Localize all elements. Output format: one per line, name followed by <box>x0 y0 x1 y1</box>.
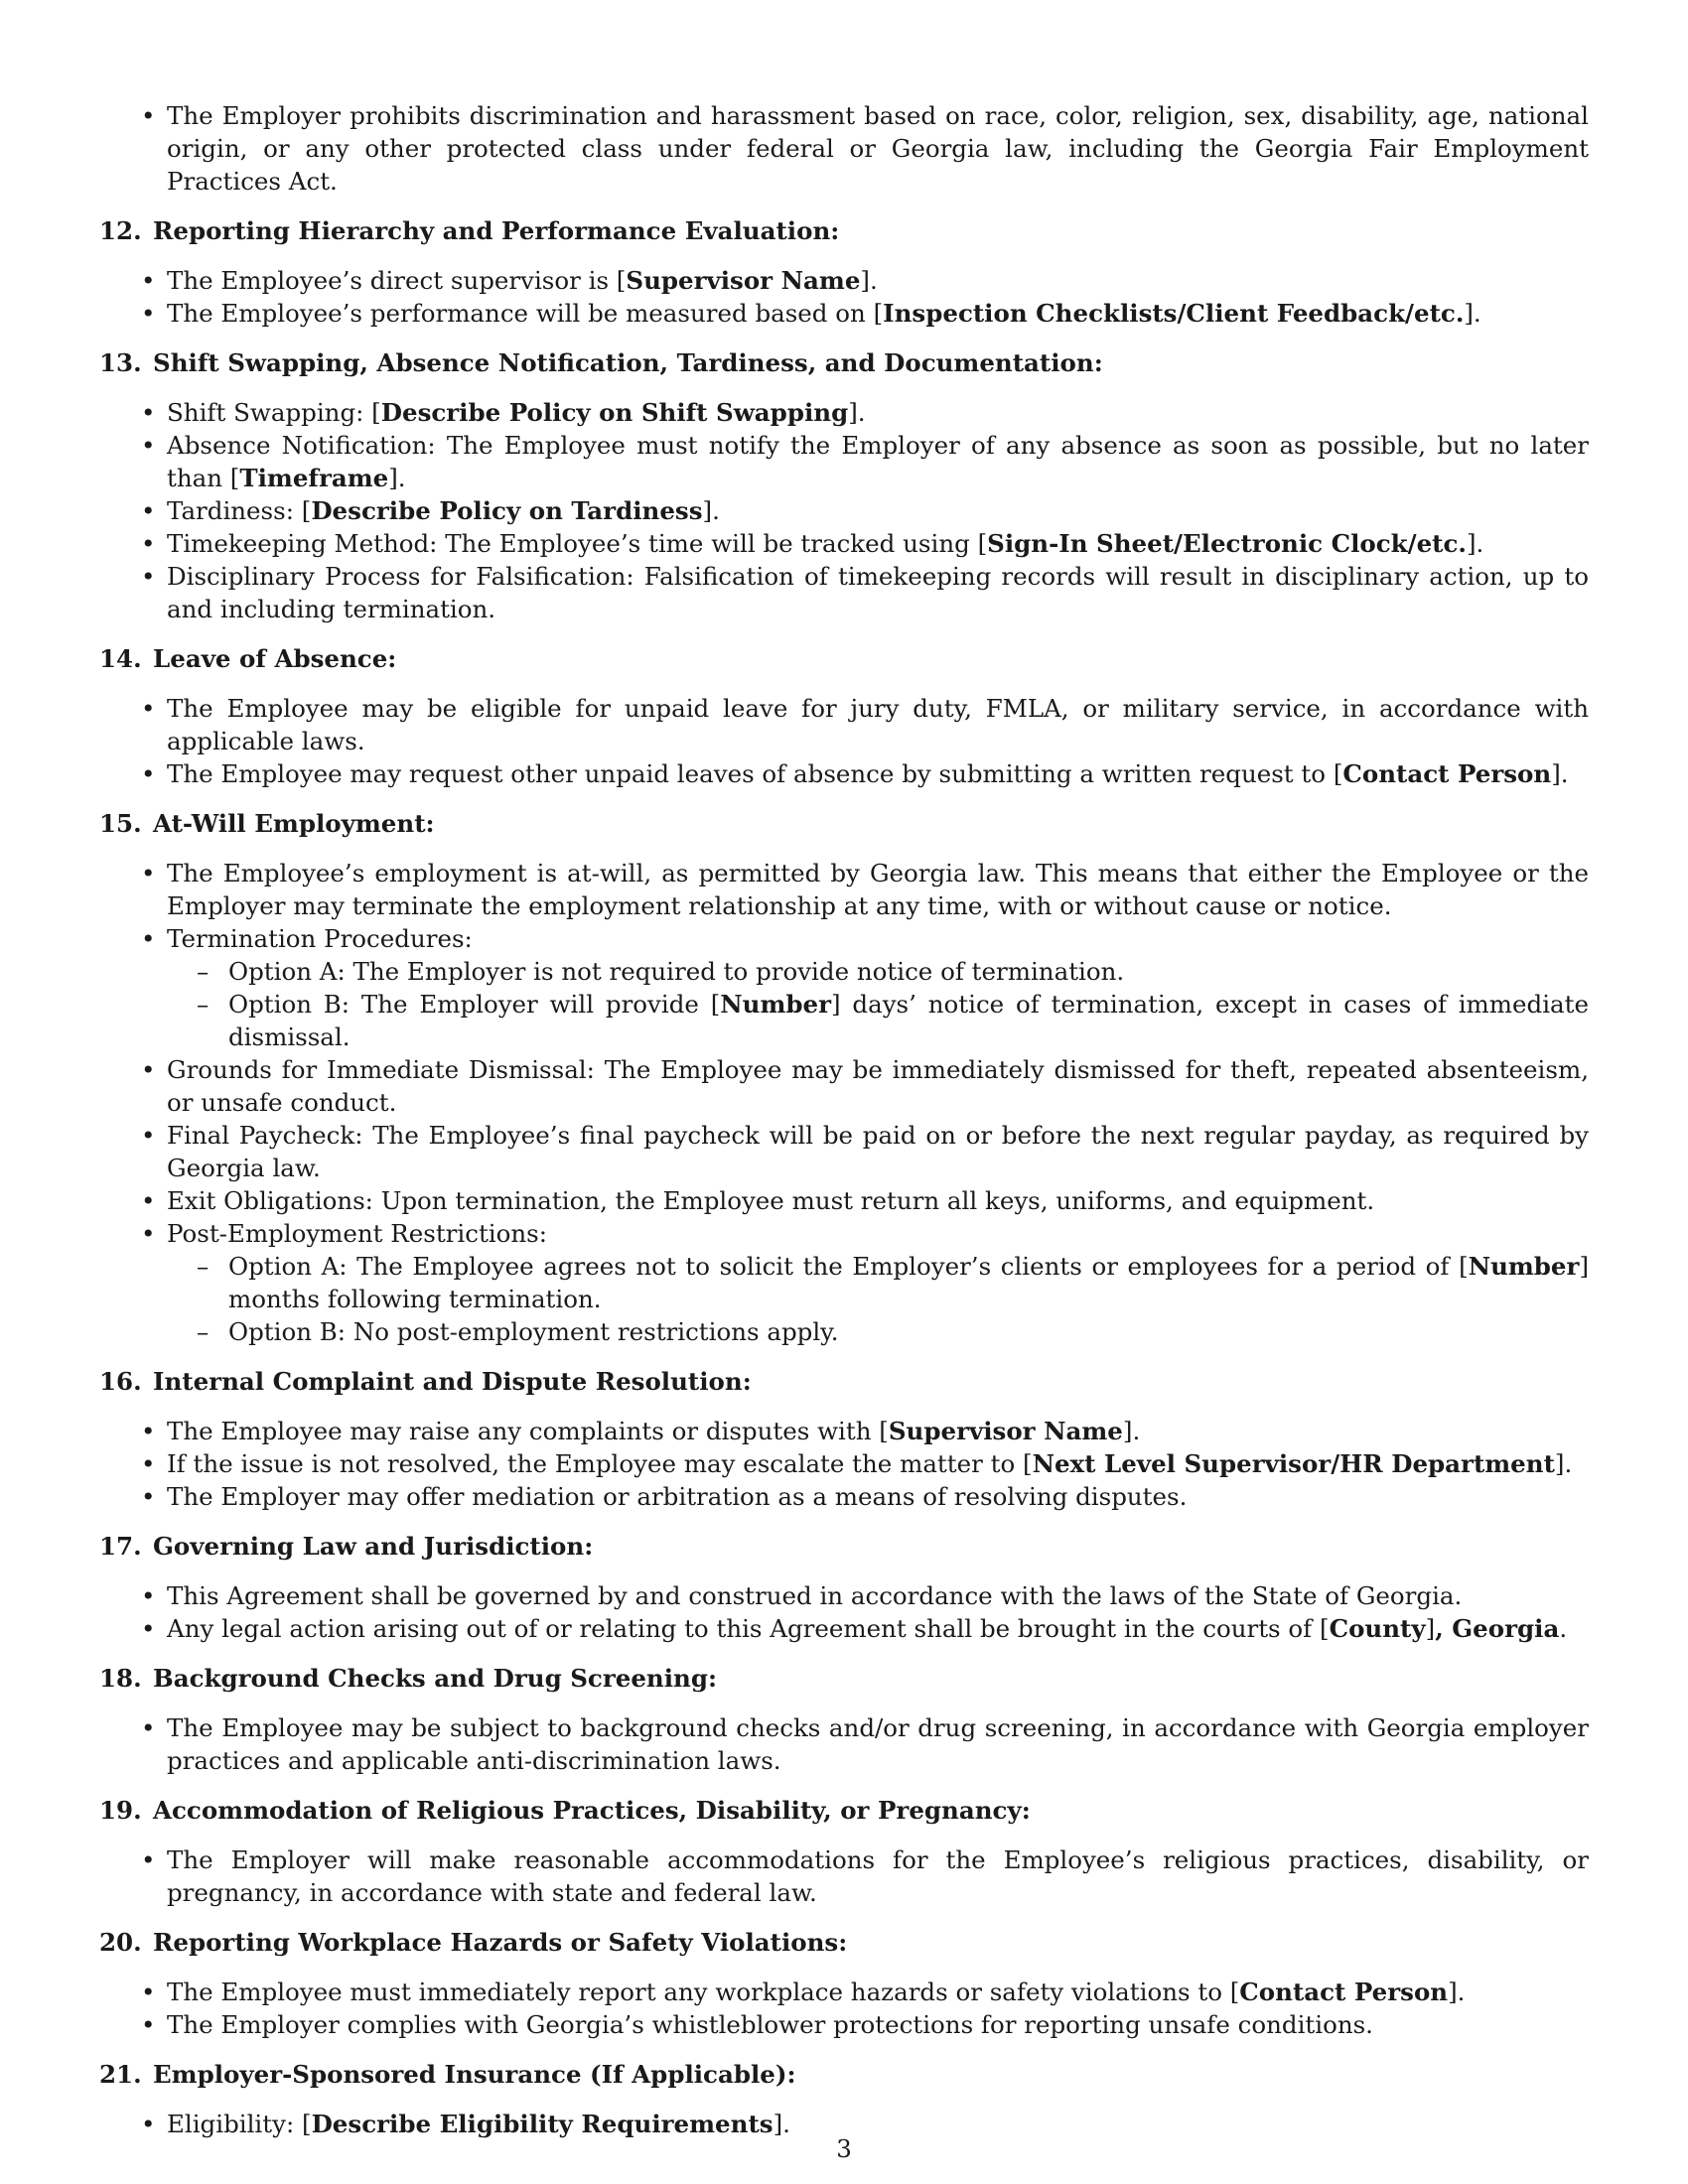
text-run: If the issue is not resolved, the Employee may escalate the matter to [ <box>167 1449 1033 1478</box>
section-17 <box>99 1530 1589 1645</box>
text-run: Grounds for Immediate Dismissal: The Employee may be immediately dismissed for theft, repeated absenteeism, or unsafe conduct. <box>167 1055 1589 1117</box>
text-run: . <box>1559 1614 1568 1643</box>
list-item <box>99 527 1589 560</box>
section-21 <box>99 2058 1589 2140</box>
section-heading <box>99 1926 1589 1959</box>
section-18 <box>99 1662 1589 1777</box>
section-heading <box>99 642 1589 675</box>
placeholder-field: , Georgia <box>1435 1614 1560 1643</box>
placeholder-field: Sign-In Sheet/Electronic Clock/etc. <box>987 529 1467 558</box>
section-heading <box>99 807 1589 840</box>
bullet-list <box>99 857 1589 1348</box>
section-title: Internal Complaint and Dispute Resolution: <box>153 1367 752 1396</box>
bullet-list <box>99 1711 1589 1777</box>
text-run: The Employee may be subject to background checks and/or drug screening, in accordance with Georgia employer practices and applicable anti-discrimination laws. <box>167 1713 1589 1775</box>
text-run: Shift Swapping: [ <box>167 398 381 427</box>
placeholder-field: Number <box>1468 1252 1580 1281</box>
sub-list-item <box>167 1315 1589 1348</box>
list-item <box>99 1843 1589 1909</box>
list-item <box>99 560 1589 625</box>
text-run: Termination Procedures: <box>167 924 473 953</box>
section-heading <box>99 1365 1589 1398</box>
bullet-list <box>99 1843 1589 1909</box>
section-19 <box>99 1794 1589 1909</box>
text-run: ]. <box>848 398 866 427</box>
section-title: Employer-Sponsored Insurance (If Applicable): <box>153 2060 796 2089</box>
text-run: The Employee must immediately report any workplace hazards or safety violations to [ <box>167 1978 1240 2006</box>
list-item <box>99 1119 1589 1184</box>
section-heading <box>99 1794 1589 1827</box>
text-run: The Employee may be eligible for unpaid leave for jury duty, FMLA, or military service, in accordance with applicable laws. <box>167 694 1589 755</box>
list-item <box>99 1217 1589 1348</box>
section-15 <box>99 807 1589 1348</box>
text-run: The Employee may raise any complaints or disputes with [ <box>167 1417 889 1445</box>
sub-option-list <box>167 1250 1589 1348</box>
text-run: ]. <box>702 496 720 525</box>
placeholder-field: Supervisor Name <box>626 266 861 295</box>
section-title: At-Will Employment: <box>153 809 435 838</box>
bullet-list <box>99 396 1589 625</box>
list-item <box>99 1480 1589 1513</box>
list-item <box>99 494 1589 527</box>
list-item: • The Employer prohibits discrimination and harassment based on race, color, religion, sex, disability, age, national origin, or any other protected class under federal or Georgia law, including the Georgia Fair Employment Practices Act. <box>99 99 1589 198</box>
placeholder-field: Contact Person <box>1342 759 1552 788</box>
section-number: 15. <box>99 809 142 838</box>
text-run: The Employer will make reasonable accommodations for the Employee’s religious practices, disability, or pregnancy, in accordance with state and federal law. <box>167 1845 1589 1907</box>
text-run: Option A: The Employee agrees not to solicit the Employer’s clients or employees for a period of [ <box>228 1252 1469 1281</box>
section-title: Reporting Hierarchy and Performance Evaluation: <box>153 216 840 245</box>
bullet-list <box>99 1976 1589 2041</box>
placeholder-field: Describe Eligibility Requirements <box>311 2110 774 2138</box>
section-number: 16. <box>99 1367 142 1396</box>
text-run: The Employee’s direct supervisor is [ <box>167 266 627 295</box>
text-run: Option B: The Employer will provide [ <box>228 990 721 1019</box>
section-title: Background Checks and Drug Screening: <box>153 1664 718 1693</box>
section-heading <box>99 214 1589 247</box>
text-run: The Employee’s employment is at-will, as permitted by Georgia law. This means that either the Employee or the Employer may terminate the employment relationship at any time, with or without cause or notice. <box>167 859 1589 920</box>
text-run: Option A: The Employer is not required to provide notice of termination. <box>228 957 1125 986</box>
text-run: Tardiness: [ <box>167 496 312 525</box>
list-item <box>99 757 1589 790</box>
section-number: 18. <box>99 1664 142 1693</box>
list-item <box>99 1053 1589 1119</box>
bullet-list <box>99 264 1589 330</box>
section-number: 21. <box>99 2060 142 2089</box>
text-run: The Employee’s performance will be measured based on [ <box>167 299 884 328</box>
placeholder-field: Next Level Supervisor/HR Department <box>1032 1449 1555 1478</box>
placeholder-field: Contact Person <box>1239 1978 1449 2006</box>
text-run: Timekeeping Method: The Employee’s time will be tracked using [ <box>167 529 988 558</box>
text-run: ]. <box>773 2110 790 2138</box>
text-run: ] days’ notice of termination, except in cases of immediate dismissal. <box>228 990 1589 1051</box>
sub-list-item <box>167 1250 1589 1315</box>
list-item <box>99 297 1589 330</box>
sub-option-list <box>167 955 1589 1053</box>
text-run: ] <box>1425 1614 1436 1643</box>
text-run: Final Paycheck: The Employee’s final paycheck will be paid on or before the next regular payday, as required by Georgia law. <box>167 1121 1589 1182</box>
text-run: Absence Notification: The Employee must notify the Employer of any absence as soon as possible, but no later than [ <box>167 431 1589 492</box>
text-run: ]. <box>1448 1978 1466 2006</box>
section-number: 20. <box>99 1928 142 1957</box>
placeholder-field: Supervisor Name <box>888 1417 1123 1445</box>
list-item <box>99 922 1589 1053</box>
placeholder-field: Describe Policy on Shift Swapping <box>380 398 849 427</box>
section-12 <box>99 214 1589 330</box>
list-item <box>99 1447 1589 1480</box>
list-item <box>99 1711 1589 1777</box>
text-run: ]. <box>1464 299 1481 328</box>
placeholder-field: Inspection Checklists/Client Feedback/etc. <box>883 299 1465 328</box>
text-run: ]. <box>1551 759 1569 788</box>
text-run: ]. <box>388 464 406 492</box>
sub-list-item <box>167 988 1589 1053</box>
text-run: Any legal action arising out of or relating to this Agreement shall be brought in the courts of [ <box>167 1614 1330 1643</box>
list-item <box>99 264 1589 297</box>
text-run: The Employer complies with Georgia’s whistleblower protections for reporting unsafe conditions. <box>167 2010 1373 2039</box>
section-heading <box>99 1530 1589 1563</box>
text-run: The Employer may offer mediation or arbitration as a means of resolving disputes. <box>167 1482 1188 1511</box>
text-run: This Agreement shall be governed by and construed in accordance with the laws of the State of Georgia. <box>167 1581 1463 1610</box>
list-item <box>99 1415 1589 1447</box>
text-run: The Employee may request other unpaid leaves of absence by submitting a written request to [ <box>167 759 1343 788</box>
section-title: Shift Swapping, Absence Notification, Tardiness, and Documentation: <box>153 348 1103 377</box>
text-run: Disciplinary Process for Falsification: Falsification of timekeeping records will result in disciplinary action, up to and including termination. <box>167 562 1589 623</box>
list-item <box>99 1579 1589 1612</box>
placeholder-field: Number <box>720 990 832 1019</box>
section-heading <box>99 346 1589 379</box>
section-number: 19. <box>99 1796 142 1825</box>
text-run: ]. <box>1466 529 1484 558</box>
page-number: 3 <box>836 2134 852 2163</box>
section-number: 12. <box>99 216 142 245</box>
text-run: ] months following termination. <box>228 1252 1589 1313</box>
list-item <box>99 1184 1589 1217</box>
section-16 <box>99 1365 1589 1513</box>
text-run: Eligibility: [ <box>167 2110 312 2138</box>
text-run: Option B: No post-employment restrictions apply. <box>228 1317 839 1346</box>
section-title: Accommodation of Religious Practices, Disability, or Pregnancy: <box>153 1796 1031 1825</box>
list-item <box>99 396 1589 429</box>
placeholder-field: County <box>1329 1614 1426 1643</box>
bullet-list <box>99 1579 1589 1645</box>
text-run: ]. <box>1122 1417 1141 1445</box>
section-13 <box>99 346 1589 625</box>
list-item <box>99 429 1589 494</box>
section-title: Leave of Absence: <box>153 644 397 673</box>
section-14 <box>99 642 1589 790</box>
bullet-list <box>99 692 1589 790</box>
list-item <box>99 2008 1589 2041</box>
section-heading <box>99 1662 1589 1695</box>
text-run: Exit Obligations: Upon termination, the Employee must return all keys, uniforms, and equipment. <box>167 1186 1375 1215</box>
section-heading <box>99 2058 1589 2091</box>
list-item <box>99 692 1589 757</box>
text-run: ]. <box>860 266 878 295</box>
section-number: 13. <box>99 348 142 377</box>
section-number: 14. <box>99 644 142 673</box>
list-item <box>99 857 1589 922</box>
section-number: 17. <box>99 1532 142 1561</box>
placeholder-field: Describe Policy on Tardiness <box>311 496 703 525</box>
list-item <box>99 1612 1589 1645</box>
text-run: ]. <box>1554 1449 1573 1478</box>
placeholder-field: Timeframe <box>239 464 389 492</box>
section-20 <box>99 1926 1589 2041</box>
sections-container <box>99 214 1589 2140</box>
section-title: Reporting Workplace Hazards or Safety Violations: <box>153 1928 848 1957</box>
text-run: Post-Employment Restrictions: <box>167 1219 547 1248</box>
document-body <box>99 99 1589 2157</box>
section-title: Governing Law and Jurisdiction: <box>153 1532 594 1561</box>
list-item <box>99 1976 1589 2008</box>
bullet-list <box>99 1415 1589 1513</box>
sub-list-item <box>167 955 1589 988</box>
intro-bullet-list <box>99 99 1589 198</box>
